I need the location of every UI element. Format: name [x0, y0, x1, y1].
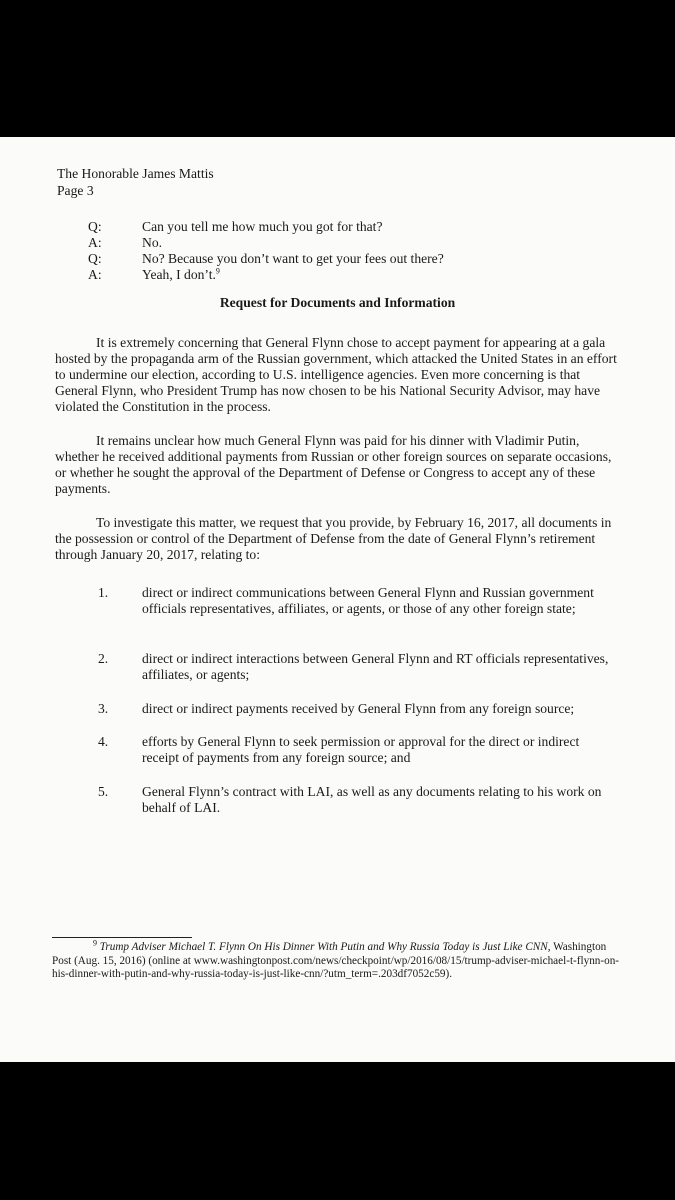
footnote-divider — [52, 937, 192, 938]
bottom-black-bar — [0, 1062, 675, 1200]
request-number: 1. — [98, 585, 109, 600]
transcript-text — [142, 267, 220, 283]
speaker-label: A: — [88, 267, 102, 282]
transcript-text: No? Because you don’t want to get your fees out there? — [142, 251, 444, 266]
request-text: General Flynn’s contract with LAI, as well as any documents relating to his work on behalf of LAI. — [142, 784, 602, 815]
request-text: direct or indirect interactions between General Flynn and RT officials representatives, affiliates, or agents; — [142, 651, 609, 682]
footnote-marker: 9 — [93, 938, 97, 948]
request-number: 3. — [98, 701, 109, 716]
letter-header — [57, 165, 214, 199]
speaker-label: A: — [88, 235, 102, 250]
request-number: 5. — [98, 784, 109, 799]
request-text: efforts by General Flynn to seek permission or approval for the direct or indirect receipt of payments from any foreign source; and — [142, 734, 580, 765]
request-text: direct or indirect communications between General Flynn and Russian government officials representatives, affiliates, or agents, or those of any other foreign state; — [142, 585, 594, 616]
paragraph: To investigate this matter, we request that you provide, by February 16, 2017, all documents in the possession or control of the Department of Defense from the date of General Flynn’s retirement through January 20, 2017, relating to: — [55, 515, 612, 562]
top-black-bar — [0, 0, 675, 137]
footnote-title: Trump Adviser Michael T. Flynn On His Dinner With Putin and Why Russia Today is Just Like CNN, — [99, 941, 551, 953]
document-page — [0, 137, 675, 1062]
transcript-text: No. — [142, 235, 163, 250]
page-number: Page 3 — [57, 183, 94, 198]
speaker-label: Q: — [88, 251, 102, 266]
recipient-line: The Honorable James Mattis — [57, 166, 214, 181]
request-text: direct or indirect payments received by General Flynn from any foreign source; — [142, 701, 575, 716]
request-number: 2. — [98, 651, 109, 666]
request-number: 4. — [98, 734, 109, 749]
transcript-text: Can you tell me how much you got for that? — [142, 219, 383, 234]
transcript-text-body: Yeah, I don’t. — [142, 267, 216, 282]
footnote-citation: Washington Post (Aug. 15, 2016) (online at www.washingtonpost.com/news/checkpoint/wp/2016/08/15/trump-adviser-michael-t-flynn-on-his-dinner-with-putin-and-why-russia-today-is-just-like-cnn/?utm_term=.203df7052c59). — [52, 941, 620, 980]
paragraph: It is extremely concerning that General Flynn chose to accept payment for appearing at a gala hosted by the propaganda arm of the Russian government, which attacked the United States in an effort to undermine our election, according to U.S. intelligence agencies. Even more concerning is that General Flynn, who President Trump has now chosen to be his National Security Advisor, may have violated the Constitution in the process. — [55, 335, 617, 414]
section-heading: Request for Documents and Information — [219, 295, 456, 310]
footnote — [52, 938, 622, 982]
footnote-ref: 9 — [215, 266, 220, 276]
speaker-label: Q: — [88, 219, 102, 234]
paragraph: It remains unclear how much General Flynn was paid for his dinner with Vladimir Putin, whether he received additional payments from Russian or other foreign sources on separate occasions, or whether he sought the approval of the Department of Defense or Congress to accept any of these payments. — [55, 433, 612, 496]
